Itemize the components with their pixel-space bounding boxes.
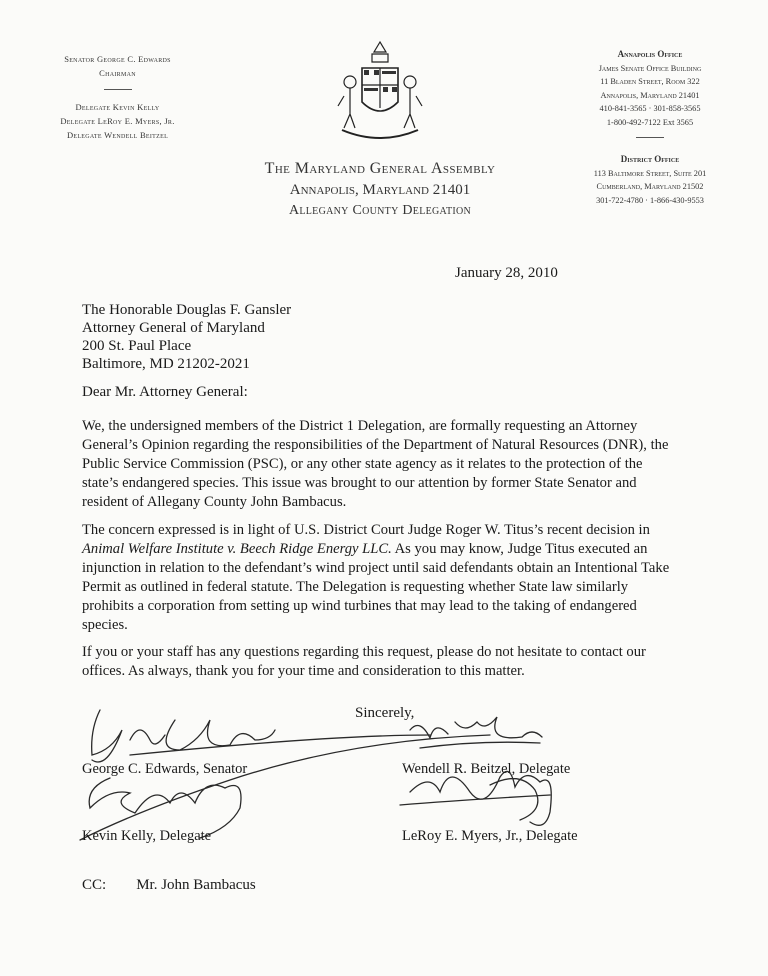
signer-edwards: George C. Edwards, Senator <box>82 761 248 777</box>
address-line: Baltimore, MD 21202-2021 <box>82 356 250 372</box>
signer-kelly: Kevin Kelly, Delegate <box>82 828 212 844</box>
assembly-title <box>230 160 530 219</box>
signer-beitzel: Wendell R. Beitzel, Delegate <box>402 761 571 777</box>
assembly-name: The Maryland General Assembly <box>264 160 496 177</box>
office-addresses <box>555 48 745 207</box>
divider <box>104 89 132 90</box>
address-line: Attorney General of Maryland <box>82 320 265 336</box>
maryland-seal-icon <box>332 38 428 140</box>
member-name: Delegate LeRoy E. Myers, Jr. <box>60 116 175 126</box>
member-name: Delegate Wendell Beitzel <box>66 130 169 140</box>
address-line: 11 Bladen Street, Room 322 <box>600 77 700 86</box>
delegation-members <box>20 52 215 142</box>
cc-label: CC: <box>82 877 107 893</box>
case-citation: Animal Welfare Institute v. Beech Ridge Energy LLC. <box>82 541 392 557</box>
cc-line <box>82 877 256 894</box>
cc-name: Mr. John Bambacus <box>136 877 256 893</box>
assembly-city: Annapolis, Maryland 21401 <box>289 182 471 198</box>
address-line: Annapolis, Maryland 21401 <box>600 90 700 100</box>
phone-line: 301-722-4780 · 1-866-430-9553 <box>596 195 704 205</box>
district-office-heading: District Office <box>620 154 680 164</box>
chair-name: Senator George C. Edwards <box>64 54 171 64</box>
letter-date: January 28, 2010 <box>455 265 558 281</box>
annapolis-office-heading: Annapolis Office <box>617 49 683 59</box>
address-line: Cumberland, Maryland 21502 <box>596 182 704 191</box>
delegation-name: Allegany County Delegation <box>288 203 472 218</box>
paragraph-text: As you may know, Judge Titus executed an injunction in relation to the defendant’s wind project until said defendants obtain an Intentional Take Permit as outlined in federal statute. The Delegation is requesting whether State law similarly prohibits a corporation from setting up wind turbines that may lead to the taking of endangered species. <box>82 541 670 633</box>
signer-myers: LeRoy E. Myers, Jr., Delegate <box>402 828 578 844</box>
address-line: James Senate Office Building <box>598 63 702 73</box>
body-paragraph-1: We, the undersigned members of the District 1 Delegation, are formally requesting an Attorney General’s Opinion regarding the responsibilities of the Department of Natural Resources (DNR), the Public Service Commission (PSC), or any other state agency as it relates to the protection of the state’s endangered species. This issue was brought to our attention by former State Senator and resident of Allegany County John Bambacus. <box>82 418 669 510</box>
body-paragraph-2 <box>82 521 682 635</box>
paragraph-text: The concern expressed is in light of U.S. District Court Judge Roger W. Titus’s recent decision in <box>82 522 650 538</box>
body-paragraph-3: If you or your staff has any questions regarding this request, please do not hesitate to contact our offices. As always, thank you for your time and consideration to this matter. <box>82 644 646 679</box>
chair-title: Chairman <box>99 68 136 78</box>
address-line: 113 Baltimore Street, Suite 201 <box>593 168 707 178</box>
divider <box>636 137 664 138</box>
salutation: Dear Mr. Attorney General: <box>82 384 248 400</box>
member-name: Delegate Kevin Kelly <box>75 102 160 112</box>
address-line: The Honorable Douglas F. Gansler <box>82 302 292 318</box>
closing: Sincerely, <box>355 705 415 721</box>
phone-line: 410-841-3565 · 301-858-3565 <box>599 104 701 113</box>
address-line: 200 St. Paul Place <box>82 338 192 354</box>
recipient-address <box>82 301 291 373</box>
phone-line: 1-800-492-7122 Ext 3565 <box>606 117 694 127</box>
